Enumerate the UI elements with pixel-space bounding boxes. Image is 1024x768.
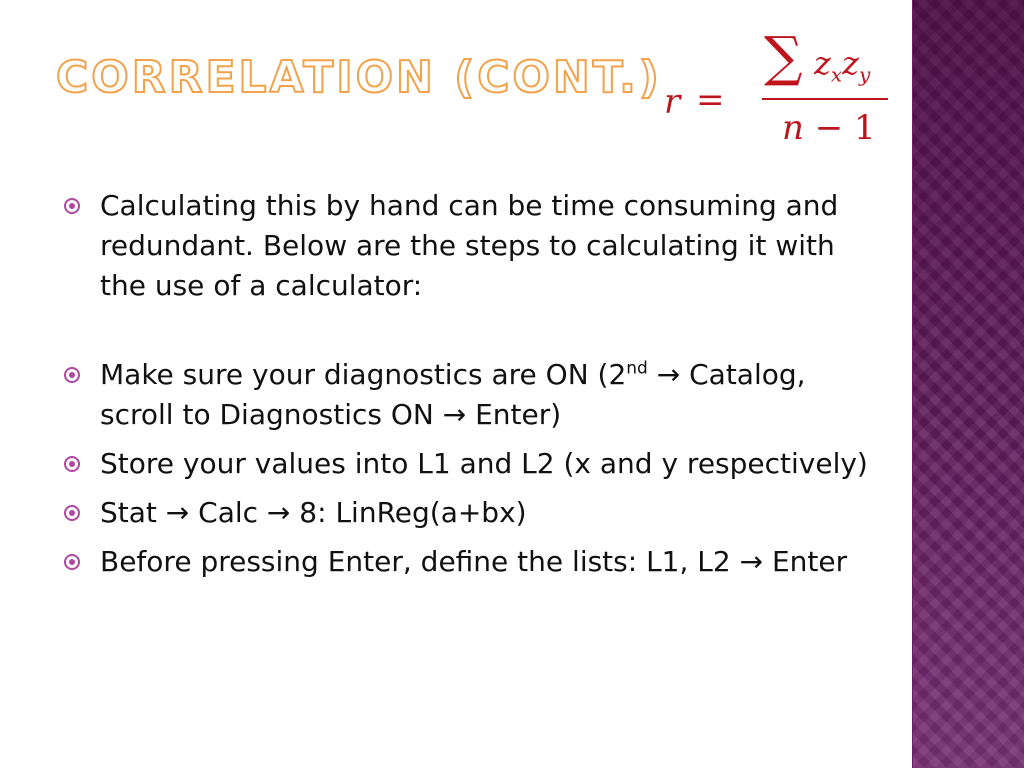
bullet-list — [64, 186, 884, 591]
formula-equals: = — [696, 80, 725, 120]
bullet-item — [64, 355, 884, 435]
bullet-text: Before pressing Enter, define the lists: L1, L2 → Enter — [100, 545, 848, 578]
bullet-text: Make sure your diagnostics are ON (2nd → Catalog, scroll to Diagnostics ON → Enter) — [100, 358, 806, 431]
bullet-text: Store your values into L1 and L2 (x and y respectively) — [100, 447, 868, 480]
bullet-circle-icon — [64, 554, 80, 570]
bullet-item — [64, 444, 884, 484]
bullet-text: Calculating this by hand can be time consuming and redundant. Below are the steps to calculating it with the use of a calculator: — [100, 189, 839, 302]
bullet-circle-icon — [64, 456, 80, 472]
bullet-item — [64, 186, 884, 306]
bullet-item — [64, 493, 884, 533]
fraction-bar — [762, 98, 888, 100]
bullet-circle-icon — [64, 198, 80, 214]
bullet-circle-icon — [64, 505, 80, 521]
summation-symbol: ∑ — [764, 25, 803, 88]
bullet-item — [64, 542, 884, 582]
correlation-formula — [664, 25, 904, 160]
bullet-circle-icon — [64, 367, 80, 383]
bullet-text: Stat → Calc → 8: LinReg(a+bx) — [100, 496, 527, 529]
decorative-side-panel — [912, 0, 1024, 768]
formula-denominator: n − 1 — [782, 108, 876, 148]
formula-lhs: r — [664, 82, 681, 122]
formula-numerator: $z_xz_y$ — [814, 44, 871, 87]
slide-title: CORRELATION (CONT.) — [56, 52, 662, 103]
